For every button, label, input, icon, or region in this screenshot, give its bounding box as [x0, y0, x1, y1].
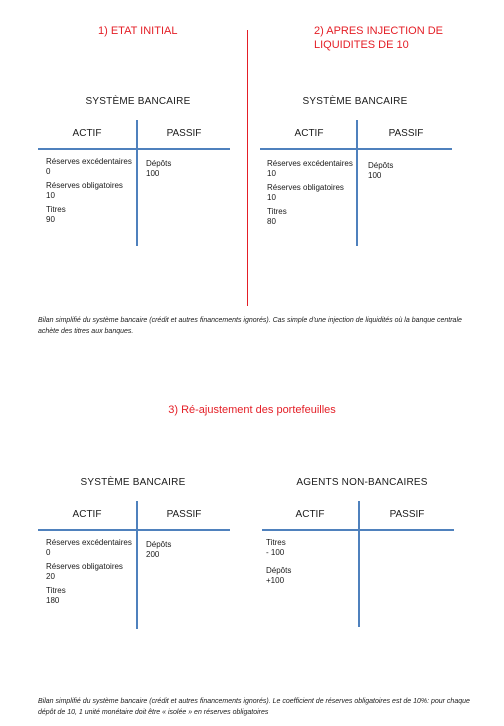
- section-divider: [247, 30, 248, 306]
- asset-row: [46, 586, 134, 606]
- asset-row: [267, 159, 355, 179]
- section-1-title: 1) ETAT INITIAL: [98, 25, 178, 37]
- passif-header: PASSIF: [166, 128, 202, 139]
- section-3-title: 3) Ré-ajustement des portefeuilles: [168, 404, 336, 416]
- asset-label: Titres: [46, 586, 66, 595]
- asset-row: [266, 566, 354, 586]
- asset-label: Réserves obligatoires: [46, 562, 123, 571]
- asset-value: - 100: [266, 548, 285, 557]
- asset-label: Titres: [267, 207, 287, 216]
- asset-value: 0: [46, 167, 51, 176]
- asset-label: Réserves excédentaires: [267, 159, 353, 168]
- asset-label: Réserves excédentaires: [46, 157, 132, 166]
- asset-row: [46, 181, 134, 201]
- asset-label: Titres: [266, 538, 286, 547]
- asset-value: 10: [267, 169, 276, 178]
- actif-header: ACTIF: [72, 128, 102, 139]
- asset-value: 10: [46, 191, 55, 200]
- t-horizontal-line: [38, 148, 230, 150]
- asset-value: 90: [46, 215, 55, 224]
- t-vertical-line: [356, 120, 358, 246]
- t-account-banking-initial: [38, 96, 238, 246]
- asset-row: [46, 538, 134, 558]
- asset-label: Dépôts: [266, 566, 292, 575]
- asset-row: [46, 205, 134, 225]
- asset-value: 80: [267, 217, 276, 226]
- asset-value: +100: [266, 576, 285, 585]
- t-account-non-bank-agents: [262, 477, 462, 627]
- asset-label: Réserves obligatoires: [46, 181, 123, 190]
- section-2-title: 2) APRES INJECTION DE LIQUIDITES DE 10: [314, 25, 443, 51]
- assets-column: [46, 538, 134, 610]
- asset-row: [266, 538, 354, 558]
- liabilities-column: [146, 540, 171, 560]
- asset-row: [267, 207, 355, 227]
- liability-label: Dépôts: [146, 540, 172, 549]
- t-vertical-line: [358, 501, 360, 627]
- liability-value: 100: [368, 171, 382, 180]
- liability-value: 200: [146, 550, 160, 559]
- liability-value: 100: [146, 169, 160, 178]
- table-title: SYSTÈME BANCAIRE: [302, 96, 408, 107]
- passif-header: PASSIF: [166, 509, 202, 520]
- asset-value: 0: [46, 548, 51, 557]
- table-title: AGENTS NON-BANCAIRES: [296, 477, 428, 488]
- liability-label: Dépôts: [146, 159, 172, 168]
- actif-header: ACTIF: [72, 509, 102, 520]
- asset-row: [267, 183, 355, 203]
- asset-value: 20: [46, 572, 55, 581]
- liability-label: Dépôts: [368, 161, 394, 170]
- actif-header: ACTIF: [294, 128, 324, 139]
- t-vertical-line: [136, 501, 138, 629]
- caption-initial-injection: Bilan simplifié du système bancaire (crédit et autres financements ignorés). Cas simple d'une injection de liquidités où la banque centrale achète des titres aux banques.: [38, 317, 462, 335]
- t-horizontal-line: [38, 529, 230, 531]
- t-vertical-line: [136, 120, 138, 246]
- asset-value: 180: [46, 596, 60, 605]
- asset-row: [46, 157, 134, 177]
- table-title: SYSTÈME BANCAIRE: [85, 96, 191, 107]
- liabilities-column: [368, 161, 393, 181]
- asset-label: Titres: [46, 205, 66, 214]
- passif-header: PASSIF: [388, 128, 424, 139]
- assets-column: [267, 159, 355, 231]
- asset-label: Réserves obligatoires: [267, 183, 344, 192]
- asset-row: [46, 562, 134, 582]
- assets-column: [46, 157, 134, 229]
- table-title: SYSTÈME BANCAIRE: [80, 477, 186, 488]
- asset-value: 10: [267, 193, 276, 202]
- asset-label: Réserves excédentaires: [46, 538, 132, 547]
- liabilities-column: [146, 159, 171, 179]
- actif-header: ACTIF: [295, 509, 325, 520]
- passif-header: PASSIF: [389, 509, 425, 520]
- t-account-banking-readjusted: [38, 477, 238, 627]
- assets-column: [266, 538, 354, 590]
- t-account-banking-after-injection: [260, 96, 460, 246]
- caption-readjustment: Bilan simplifié du système bancaire (crédit et autres financements ignorés). Le coefficient de réserves obligatoires est de 10%: pour chaque dépôt de 10, 1 unité monétaire doit être « isolée » en réserves obligatoires: [38, 698, 470, 716]
